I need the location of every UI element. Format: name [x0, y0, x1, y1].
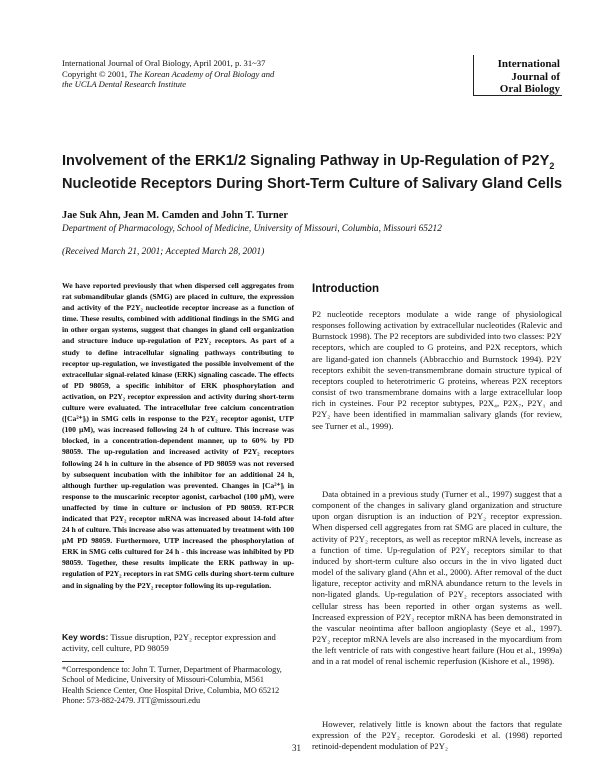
title-subscript: 2 — [549, 160, 555, 171]
affiliation: Department of Pharmacology, School of Medicine, University of Missouri, Columbia, Missouri 65212 — [62, 224, 442, 234]
article-title — [62, 152, 582, 193]
intro-paragraph: However, relatively little is known about the factors that regulate expression of the P2Y₂ receptor. Gorodeski et al. (1998) reported retinoid-dependent modulation of P2Y₂ — [312, 719, 562, 752]
intro-paragraph: P2 nucleotide receptors modulate a wide range of physiological responses following activation by extracellular nucleotides (Ralevic and Burnstock 1998). The P2 receptors are subdivided into two classes: P2Y receptors, which are coupled to G proteins, and P2X receptors, which are ligand-gated ion channels (Abbracchio and Burnstock 1994). P2Y receptors exhibit the seven-transmembrane domain structure typical of receptors coupled to heterotrimeric G proteins, whereas P2X receptors consist of two transmembrane domains with a large extracellular loop rich in cysteines. Four P2 receptor subtypes, P2X₄, P2X₇, P2Y₁ and P2Y₂ have been identified in mammalian salivary glands (for review, see Turner et al., 1999). — [312, 309, 562, 431]
footnote-divider — [62, 661, 124, 662]
copyright-line — [62, 69, 362, 80]
copyright-prefix: Copyright © 2001, — [62, 68, 128, 79]
journal-name-line: Journal of — [511, 70, 560, 83]
journal-name-line: Oral Biology — [499, 83, 560, 95]
correspondence-footnote — [62, 665, 302, 707]
received-dates: (Received March 21, 2001; Accepted March 28, 2001) — [62, 247, 265, 257]
footnote-line: Health Science Center, One Hospital Drive, Columbia, MO 65212 — [62, 685, 280, 695]
journal-name-line: International — [497, 58, 560, 70]
journal-citation — [62, 58, 362, 90]
keywords — [62, 632, 294, 654]
copyright-holder-cont: the UCLA Dental Research Institute — [62, 79, 187, 90]
intro-paragraph: Data obtained in a previous study (Turner et al., 1997) suggest that a component of the changes in salivary gland organization and structure upon organ disruption is an induction of P2Y₂ receptor expression. When dispersed cell aggregates from rat SMG are placed in culture, the activity of P2Y₂ receptors, as well as receptor mRNA levels, increase as a function of time. Up-regulation of P2Y₂ receptors similar to that induced by short-term culture also occurs in the in vivo ligated duct model of the salivary gland (Ahn et al., 2000). After removal of the duct ligature, receptor activity and mRNA abundance return to the levels in non-ligated glands. Up-regulation of P2Y₂ receptors associated with cellular stress has been reported in other organ systems as well. Increased expression of P2Y₂ receptor mRNA has been demonstrated in the vascular neointima after balloon angioplasty (Seye et al., 1997). P2Y₂ receptor mRNA levels are also increased in the myocardium from the left ventricle of rats with congestive heart failure (Hou et al., 1999a) and in a rat model of renal ischemic reperfusion (Kishore et al., 1998). — [312, 489, 562, 667]
footnote-line: *Correspondence to: John T. Turner, Department of Pharmacology, — [62, 665, 282, 674]
abstract: We have reported previously that when dispersed cell aggregates from rat submandibular glands (SMG) are placed in culture, the expression and activity of the P2Y₂ nucleotide receptor increase as a function of time. These results, combined with additional findings in the SMG and in other organ systems, suggest that changes in gland cell organization and structure induce up-regulation of P2Y₂ receptors. As part of a study to define intracellular signaling pathways contributing to receptor up-regulation, we investigated the possible involvement of the extracellular signal-related kinase (ERK) signaling cascade. The effects of PD 98059, a specific inhibitor of ERK phosphorylation and activation, on P2Y₂ receptor expression and activity during short-term culture were evaluated. The intracellular free calcium concentration ([Ca²⁺]ᵢ) in SMG cells in response to the P2Y₂ receptor agonist, UTP (100 μM), was increased following 24 h of culture. This increase was blocked, in a concentration-dependent manner, up to 60% by PD 98059. The up-regulation and increased activity of P2Y₂ receptors following 24 h in culture in the absence of PD 98059 was not reversed by subsequent incubation with the inhibitor for an additional 24 h, although further up-regulation was prevented. Changes in [Ca²⁺]ᵢ in response to the muscarinic receptor agonist, carbachol (100 μM), were unaffected by time in culture or inclusion of PD 98059. RT-PCR indicated that P2Y₂ receptor mRNA was increased about 14-fold after 24 h of culture. This increase also was attenuated by treatment with 100 μM PD 98059. Furthermore, UTP increased the phosphorylation of ERK in SMG cells cultured for 24 h - this increase was inhibited by PD 98059. Together, these results implicate the ERK pathway in up-regulation of P2Y₂ receptors in rat SMG cells during short-term culture and in signaling by the P2Y₂ receptor following its up-regulation. — [62, 281, 294, 590]
keywords-label: Key words: — [62, 632, 109, 642]
section-heading: Introduction — [312, 283, 380, 295]
title-text: Involvement of the ERK1/2 Signaling Pathway in Up-Regulation of P2Y — [62, 153, 550, 169]
page-number: 31 — [292, 743, 301, 753]
authors: Jae Suk Ahn, Jean M. Camden and John T. Turner — [62, 210, 288, 221]
journal-name — [498, 58, 560, 96]
copyright-holder: The Korean Academy of Oral Biology and — [129, 68, 275, 79]
footnote-line: School of Medicine, University of Missouri-Columbia, M561 — [62, 675, 264, 685]
keywords-text: Tissue disruption, P2Y₂ receptor expression and activity, cell culture, PD 98059 — [62, 632, 276, 653]
title-line — [62, 152, 582, 175]
footnote-line: Phone: 573-882-2479. JTT@missouri.edu — [62, 696, 201, 706]
title-line: Nucleotide Receptors During Short-Term Culture of Salivary Gland Cells — [62, 175, 563, 192]
citation-line: International Journal of Oral Biology, April 2001, p. 31~37 — [62, 58, 266, 68]
